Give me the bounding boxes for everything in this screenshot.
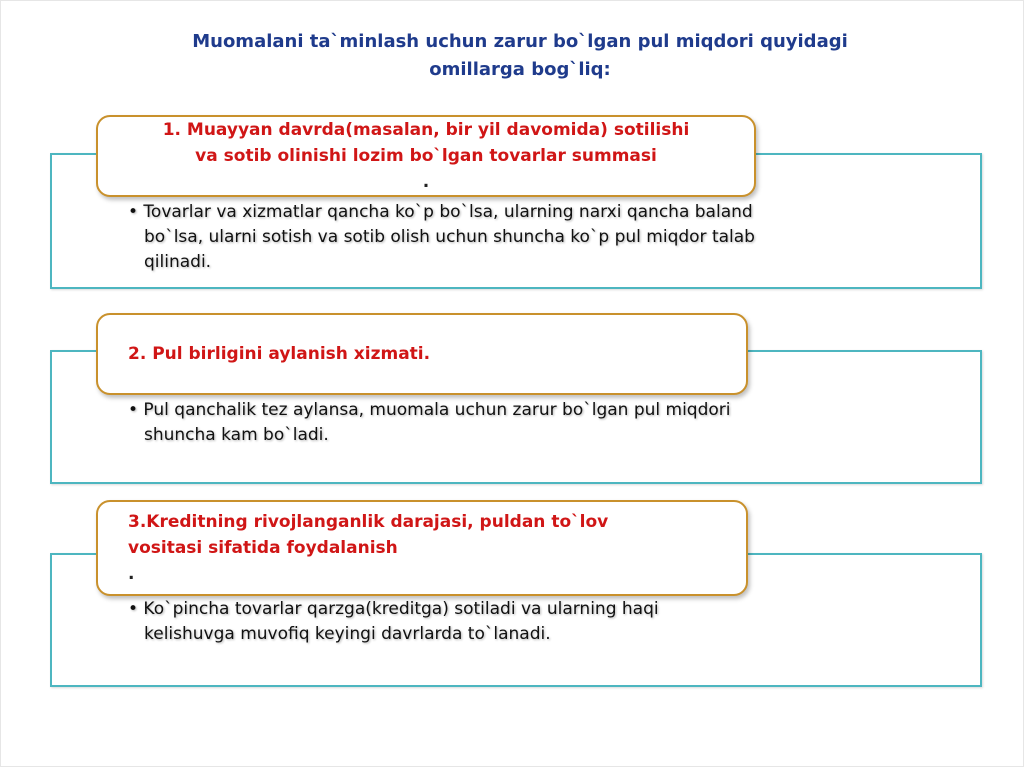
factor-3-header [96, 500, 748, 596]
factor-2-header-line-1: 2. Pul birligini aylanish xizmati. [128, 344, 431, 364]
factor-1-header-line-1: 1. Muayyan davrda(masalan, bir yil davomida) sotilishi [162, 120, 690, 140]
factor-3-header-line-2: vositasi sifatida foydalanish . [128, 538, 398, 584]
factor-3-bullet-line-1: • Ko`pincha tovarlar qarzga(kreditga) sotiladi va ularning haqi [128, 599, 659, 619]
slide-title-line-2: omillarga bog`liq: [429, 59, 611, 80]
factor-2-bullet-line-2: shuncha kam bo`ladi. [144, 425, 329, 445]
factor-2-bullet-line-1: • Pul qanchalik tez aylansa, muomala uchun zarur bo`lgan pul miqdori [128, 400, 731, 420]
factor-2-header [96, 313, 748, 395]
factor-3-bullet [128, 597, 948, 647]
factor-1-header [96, 115, 756, 197]
factor-3-header-line-1: 3.Kreditning rivojlanganlik darajasi, puldan to`lov [128, 512, 609, 532]
factor-1-header-line-2: va sotib olinishi lozim bo`lgan tovarlar summasi . [195, 146, 657, 192]
factor-3-bullet-line-2: kelishuvga muvofiq keyingi davrlarda to`lanadi. [144, 624, 551, 644]
factor-1-header-end: . [422, 172, 430, 192]
factor-1-bullet-line-3: qilinadi. [144, 252, 212, 272]
factor-1-bullet [128, 200, 948, 275]
factor-1-bullet-line-1: • Tovarlar va xizmatlar qancha ko`p bo`lsa, ularning narxi qancha baland [128, 202, 753, 222]
factor-3-header-end: . [128, 564, 135, 584]
factor-2-bullet [128, 398, 948, 448]
slide-title [120, 28, 920, 84]
slide-title-line-1: Muomalani ta`minlash uchun zarur bo`lgan pul miqdori quyidagi [192, 31, 848, 52]
factor-1-bullet-line-2: bo`lsa, ularni sotish va sotib olish uchun shuncha ko`p pul miqdor talab [144, 227, 755, 247]
